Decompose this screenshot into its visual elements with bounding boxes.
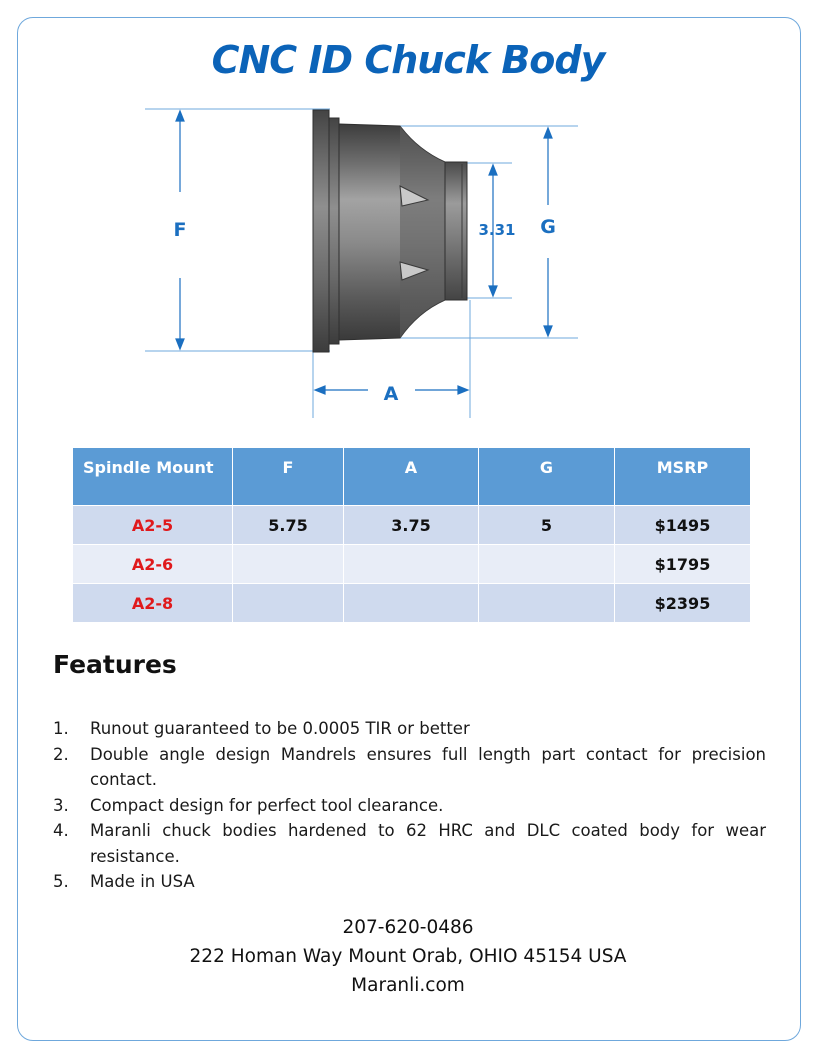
contact-address: 222 Homan Way Mount Orab, OHIO 45154 USA: [189, 946, 627, 967]
cell-g: [479, 584, 615, 623]
cell-a: [344, 584, 479, 623]
page-title: CNC ID Chuck Body: [211, 38, 605, 82]
dimension-label-f: F: [173, 219, 187, 241]
list-item-number: 3.: [53, 795, 69, 815]
cell-a: [344, 545, 479, 584]
cell-f: 5.75: [233, 506, 344, 545]
cell-mount: A2-8: [73, 584, 233, 623]
header-msrp: MSRP: [615, 448, 751, 506]
header-f: F: [233, 448, 344, 506]
cell-f: [233, 545, 344, 584]
cell-msrp: $1795: [615, 545, 751, 584]
dimension-label-inner: 3.31: [478, 221, 516, 239]
header-spindle-mount: Spindle Mount: [73, 448, 233, 506]
list-item-text: Runout guaranteed to be 0.0005 TIR or better: [90, 719, 470, 738]
cell-f: [233, 584, 344, 623]
header-g: G: [479, 448, 615, 506]
list-item-text: Maranli chuck bodies hardened to 62 HRC and DLC coated body for wear resistance.: [90, 821, 766, 866]
list-item-number: 2.: [53, 744, 69, 764]
list-item-number: 4.: [53, 821, 69, 840]
list-item: [53, 716, 766, 742]
list-item-text: Double angle design Mandrels ensures full length part contact for precision contact.: [90, 744, 766, 789]
header-a: A: [344, 448, 479, 506]
features-list: [53, 716, 766, 895]
cell-mount: A2-5: [73, 506, 233, 545]
chuck-body-drawing: [0, 0, 816, 430]
table-row: [73, 506, 751, 545]
list-item: [53, 818, 766, 869]
table-header-row: [73, 448, 751, 506]
table-row: [73, 545, 751, 584]
cell-msrp: $1495: [615, 506, 751, 545]
features-heading: Features: [53, 650, 177, 679]
contact-website[interactable]: Maranli.com: [351, 975, 465, 996]
list-item-text: Made in USA: [90, 872, 195, 891]
spec-table: [72, 447, 751, 623]
list-item-text: Compact design for perfect tool clearance.: [90, 795, 444, 815]
list-item: [53, 742, 766, 793]
table-row: [73, 584, 751, 623]
cell-msrp: $2395: [615, 584, 751, 623]
list-item-number: 1.: [53, 719, 69, 738]
cell-g: [479, 545, 615, 584]
list-item-number: 5.: [53, 872, 69, 891]
dimension-label-a: A: [383, 383, 399, 405]
contact-phone: 207-620-0486: [342, 917, 474, 938]
cell-mount: A2-6: [73, 545, 233, 584]
cell-g: 5: [479, 506, 615, 545]
list-item: [53, 869, 766, 895]
list-item: [53, 793, 766, 819]
chuck-body: [313, 110, 467, 352]
cell-a: 3.75: [344, 506, 479, 545]
dimension-label-g: G: [540, 216, 556, 238]
